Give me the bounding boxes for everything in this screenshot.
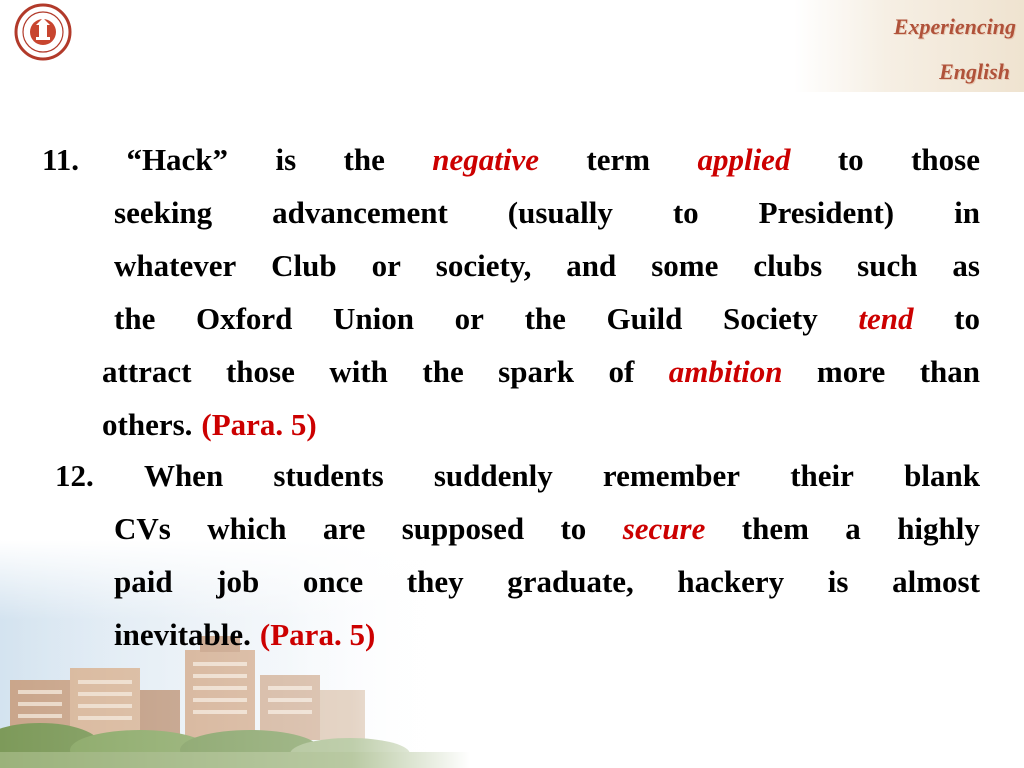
- word: to: [672, 195, 699, 230]
- highlighted-word: secure: [622, 511, 706, 546]
- word: spark: [498, 354, 574, 389]
- word: hackery: [677, 564, 785, 599]
- highlighted-word: ambition: [668, 354, 783, 389]
- word: and: [566, 248, 617, 283]
- highlighted-word: applied: [697, 142, 791, 177]
- logo-line-2: English: [939, 59, 1010, 84]
- word: inevitable.: [114, 617, 251, 652]
- word: they: [406, 564, 464, 599]
- word: 11.: [42, 142, 80, 177]
- word: “Hack”: [126, 142, 229, 177]
- word: more: [816, 354, 886, 389]
- word: or: [454, 301, 484, 336]
- word: is: [827, 564, 849, 599]
- word: a: [845, 511, 861, 546]
- word: suddenly: [433, 458, 553, 493]
- experiencing-english-logo: [794, 0, 1024, 92]
- paragraph-reference: (Para. 5): [201, 407, 317, 442]
- word: society,: [435, 248, 532, 283]
- word: of: [608, 354, 635, 389]
- text-line: [114, 246, 980, 286]
- word: the: [114, 301, 156, 336]
- text-line: [114, 193, 980, 233]
- word: the: [422, 354, 464, 389]
- word: 12.: [55, 458, 94, 493]
- word: to: [954, 301, 980, 336]
- word: blank: [904, 458, 980, 493]
- word: in: [954, 195, 980, 230]
- word: them: [741, 511, 809, 546]
- word: remember: [602, 458, 741, 493]
- word: such: [857, 248, 918, 283]
- word: attract: [102, 354, 192, 389]
- word: is: [275, 142, 297, 177]
- word: almost: [892, 564, 980, 599]
- paragraph-reference: (Para. 5): [259, 617, 376, 652]
- word: clubs: [753, 248, 823, 283]
- word: Guild: [606, 301, 683, 336]
- word: are: [322, 511, 366, 546]
- text-line: [114, 615, 980, 655]
- word: which: [207, 511, 287, 546]
- text-line: [114, 562, 980, 602]
- word: Oxford: [195, 301, 293, 336]
- text-line: [114, 299, 980, 339]
- word: Society: [723, 301, 818, 336]
- word: advancement: [272, 195, 448, 230]
- word: those: [911, 142, 980, 177]
- text-line: [114, 509, 980, 549]
- word: some: [651, 248, 719, 283]
- word: their: [790, 458, 854, 493]
- highlighted-word: tend: [858, 301, 914, 336]
- word: the: [524, 301, 566, 336]
- word: (usually: [507, 195, 613, 230]
- university-seal-icon: [14, 3, 72, 61]
- word: those: [225, 354, 295, 389]
- word: with: [329, 354, 388, 389]
- word: Club: [271, 248, 337, 283]
- word: CVs: [114, 511, 171, 546]
- highlighted-word: negative: [432, 142, 539, 177]
- text-line: [55, 456, 980, 496]
- logo-line-1: Experiencing: [893, 14, 1016, 39]
- word: seeking: [114, 195, 213, 230]
- word: or: [371, 248, 401, 283]
- word: to: [837, 142, 864, 177]
- word: whatever: [114, 248, 237, 283]
- text-line: [102, 352, 980, 392]
- word: supposed: [401, 511, 525, 546]
- text-line: [102, 405, 980, 445]
- word: the: [343, 142, 385, 177]
- word: paid: [114, 564, 173, 599]
- word: term: [586, 142, 651, 177]
- word: to: [560, 511, 587, 546]
- word: than: [919, 354, 980, 389]
- text-line: [42, 140, 980, 180]
- word: others.: [102, 407, 193, 442]
- word: graduate,: [507, 564, 634, 599]
- word: President): [758, 195, 895, 230]
- word: job: [216, 564, 260, 599]
- word: When: [143, 458, 224, 493]
- word: as: [952, 248, 980, 283]
- word: highly: [897, 511, 980, 546]
- word: once: [302, 564, 364, 599]
- word: Union: [333, 301, 415, 336]
- word: students: [273, 458, 384, 493]
